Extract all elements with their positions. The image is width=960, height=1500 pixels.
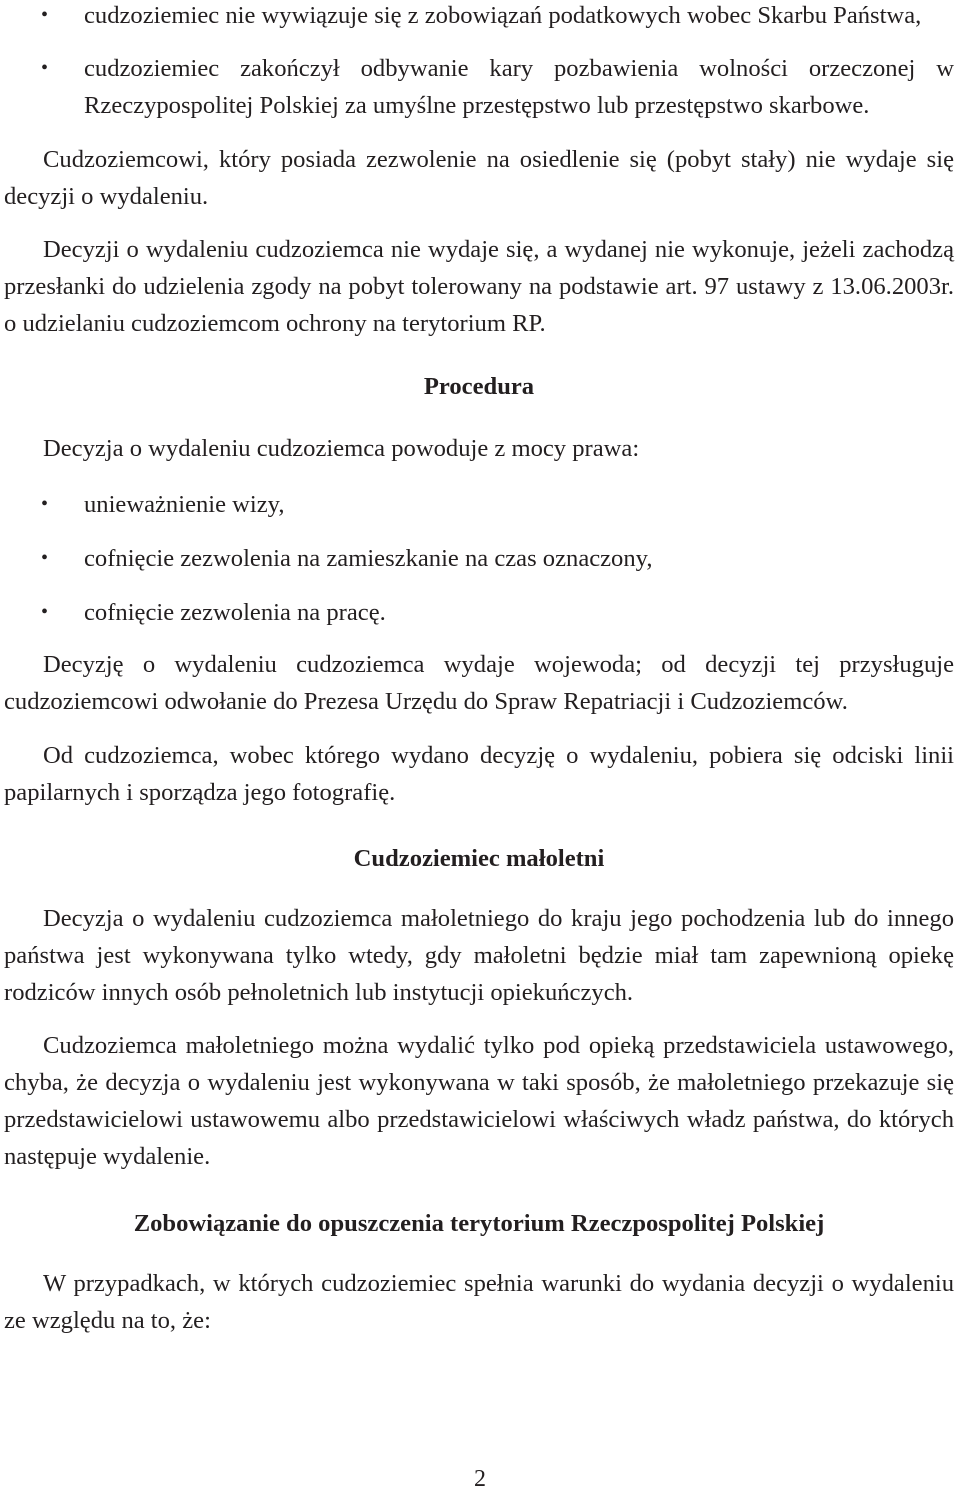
section-heading-procedure: Procedura	[423, 373, 535, 400]
paragraph-minor-1: Decyzja o wydaleniu cudzoziemca małoletniego do kraju jego pochodzenia lub do innego państwa jest wykonywana tylko wtedy, gdy małoletni będzie miał tam zapewnioną opiekę rodziców innych osób pełnoletnich lub instytucji opiekuńczych.	[4, 905, 954, 1006]
paragraph-minor-2: Cudzoziemca małoletniego można wydalić tylko pod opieką przedstawiciela ustawowego, chyba, że decyzja o wydaleniu jest wykonywana w taki sposób, że małoletniego przekazuje się przedstawicielowi ustawowemu albo przedstawicielowi właściwych władz państwa, do których następuje wydalenie.	[4, 1032, 954, 1170]
paragraph-effects: Decyzja o wydaleniu cudzoziemca powoduje z mocy prawa:	[43, 435, 640, 462]
section-heading-minor: Cudzoziemiec małoletni	[353, 845, 605, 872]
effects-bullet-list	[4, 486, 954, 631]
bullet-icon: •	[41, 493, 49, 515]
list-item: • unieważnienie wizy,	[4, 486, 954, 523]
paragraph-tolerated-stay: Decyzji o wydaleniu cudzoziemca nie wydaje się, a wydanej nie wykonuje, jeżeli zachodzą przesłanki do udzielenia zgody na pobyt tolerowany na podstawie art. 97 ustawy z 13.06.2003r. o udzielaniu cudzoziemcom ochrony na terytorium RP.	[4, 236, 954, 337]
list-item: • cofnięcie zezwolenia na zamieszkanie na czas oznaczony,	[4, 540, 954, 577]
paragraph-fingerprints: Od cudzoziemca, wobec którego wydano decyzję o wydaleniu, pobiera się odciski linii papilarnych i sporządza jego fotografię.	[4, 742, 954, 806]
paragraph-obligation: W przypadkach, w których cudzoziemiec spełnia warunki do wydania decyzji o wydaleniu ze względu na to, że:	[4, 1270, 954, 1334]
document-page	[4, 0, 954, 1339]
list-item: • cofnięcie zezwolenia na pracę.	[4, 594, 954, 631]
bullet-icon: •	[41, 4, 49, 26]
bullet-icon: •	[41, 57, 49, 79]
list-item: • cudzoziemiec nie wywiązuje się z zobowiązań podatkowych wobec Skarbu Państwa,	[4, 0, 954, 34]
top-bullet-list	[4, 0, 954, 124]
page-number: 2	[474, 1466, 486, 1492]
bullet-icon: •	[41, 547, 49, 569]
paragraph-voivode: Decyzję o wydaleniu cudzoziemca wydaje wojewoda; od decyzji tej przysługuje cudzoziemcowi odwołanie do Prezesa Urzędu do Spraw Repatriacji i Cudzoziemców.	[4, 651, 954, 715]
list-item: • cudzoziemiec zakończył odbywanie kary pozbawienia wolności orzeczonej w Rzeczypospolitej Polskiej za umyślne przestępstwo lub przestępstwo skarbowe.	[4, 50, 954, 124]
bullet-icon: •	[41, 601, 49, 623]
section-heading-obligation: Zobowiązanie do opuszczenia terytorium Rzeczpospolitej Polskiej	[133, 1210, 825, 1237]
paragraph-permanent-residence: Cudzoziemcowi, który posiada zezwolenie na osiedlenie się (pobyt stały) nie wydaje się decyzji o wydaleniu.	[4, 146, 954, 210]
